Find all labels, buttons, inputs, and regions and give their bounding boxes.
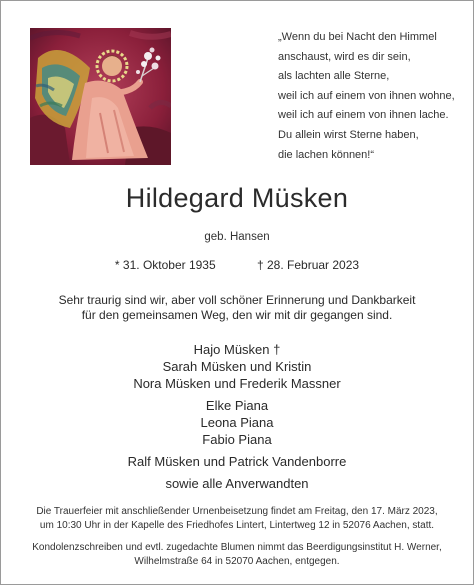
poem-line: Du allein wirst Sterne haben, [278,128,419,141]
poem-line: „Wenn du bei Nacht den Himmel [278,31,437,43]
mourner-name: Nora Müsken und Frederik Massner [133,376,341,391]
life-dates [1,258,473,272]
mourner-name: Fabio Piana [202,432,272,447]
poem-line: weil ich auf einem von ihnen wohne, [278,89,455,102]
birth-name: geb. Hansen [204,231,270,243]
closing-notes [1,505,473,569]
intro-text [1,293,473,323]
poem-line: weil ich auf einem von ihnen lache. [278,109,449,122]
intro-line: für den gemeinsamen Weg, den wir mit dir gegangen sind. [81,308,393,322]
mourner-name: Leona Piana [200,415,274,430]
poem-line: als lachten alle Sterne, [278,70,390,83]
mourner-name: Elke Piana [205,398,269,413]
mourners-list [1,341,473,492]
intro-line: Sehr traurig sind wir, aber voll schöner Erinnerung und Dankbarkeit [58,293,416,307]
deceased-name: Hildegard Müsken [125,183,349,213]
paragraph-spacer [1,533,473,541]
birth-date: * 31. Oktober 1935 [114,258,216,272]
poem-quote [278,28,468,165]
condolence-line: Kondolenzschreiben und evtl. zugedachte Blumen nimmt das Beerdigungsinstitut H. Werner, [32,542,442,553]
mourner-name: Hajo Müsken † [193,342,281,357]
condolence-line: Wilhelmstraße 64 in 52070 Aachen, entgegen. [134,556,340,567]
angel-painting [30,28,171,165]
service-line: um 10:30 Uhr in der Kapelle des Friedhofes Lintert, Lintertweg 12 in 52076 Aachen, statt. [39,520,435,531]
mourner-name: Ralf Müsken und Patrick Vandenborre [127,454,347,469]
mourner-name: Sarah Müsken und Kristin [162,359,312,374]
poem-line: anschaust, wird es dir sein, [278,50,411,63]
death-date: † 28. Februar 2023 [257,258,360,272]
service-line: Die Trauerfeier mit anschließender Urnenbeisetzung findet am Freitag, den 17. März 2023, [36,506,438,517]
mourner-name: sowie alle Anverwandten [165,476,309,491]
angel-painting-image [30,28,171,165]
poem-line: die lachen können!“ [278,148,375,161]
